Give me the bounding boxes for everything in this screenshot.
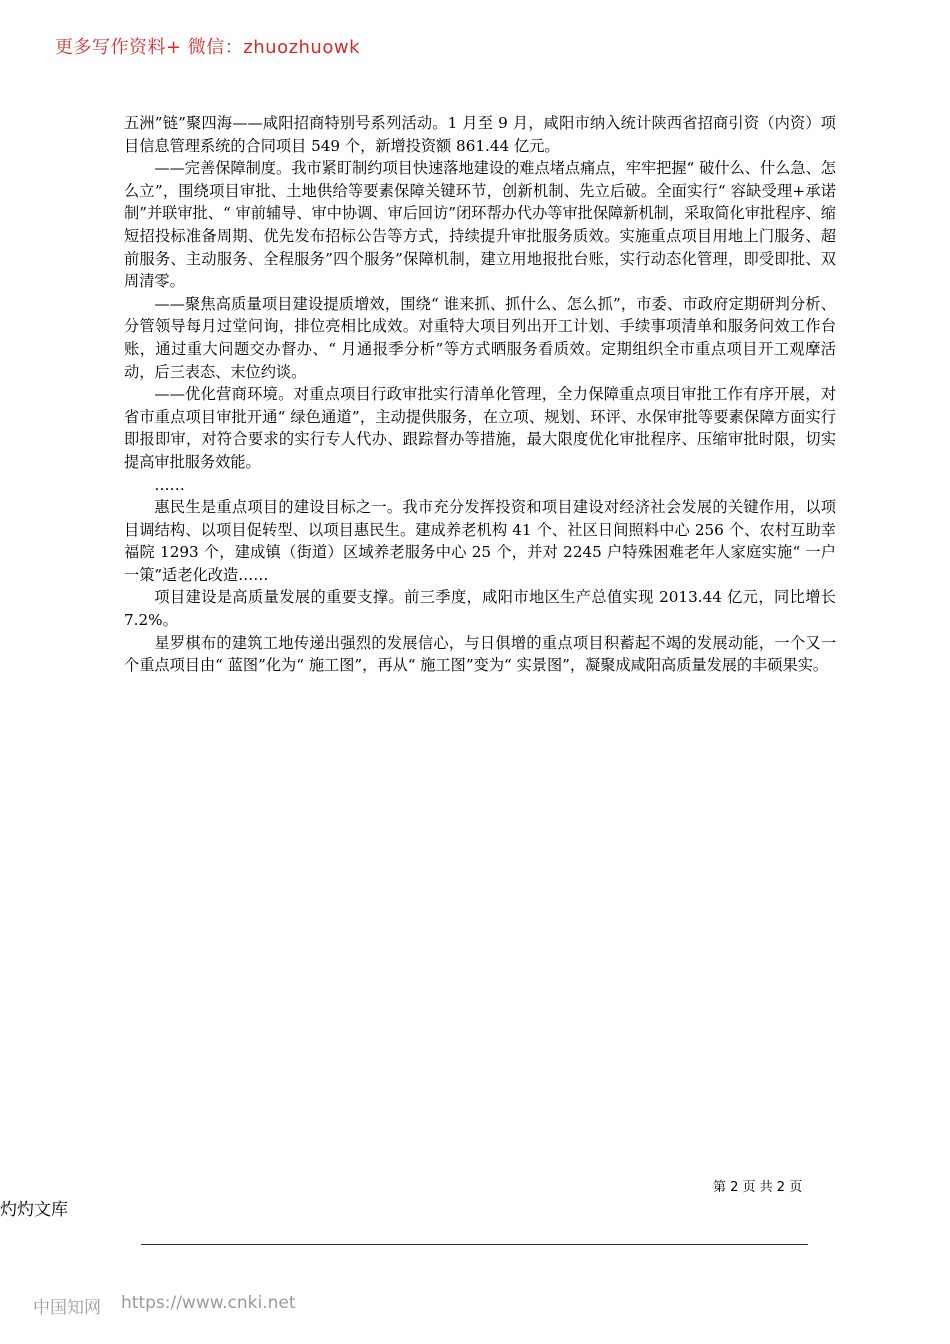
- paragraph: ——聚焦高质量项目建设提质增效，围绕“ 谁来抓、抓什么、怎么抓”，市委、市政府定期研判分析、分管领导每月过堂问询，排位亮相比成效。对重特大项目列出开工计划、手续事项清单和服务问效工作台账，通过重大问题交办督办、“ 月通报季分析”等方式晒服务看质效。定期组织全市重点项目开工观摩活动，后三表态、末位约谈。: [124, 294, 836, 381]
- footer-divider: [141, 1244, 808, 1245]
- ellipsis-line: ……: [154, 475, 185, 494]
- paragraph: ——优化营商环境。对重点项目行政审批实行清单化管理，全力保障重点项目审批工作有序开展，对省市重点项目审批开通“ 绿色通道”，主动提供服务，在立项、规划、环评、水保审批等要素保障方面实行即报即审，对符合要求的实行专人代办、跟踪督办等措施，最大限度优化审批程序、压缩审批时限，切实提高审批服务效能。: [124, 385, 836, 471]
- paragraph: 五洲”链”聚四海——咸阳招商特别号系列活动。1 月至 9 月，咸阳市纳入统计陕西省招商引资（内资）项目信息管理系统的合同项目 549 个，新增投资额 861.44 亿元。: [124, 114, 836, 155]
- paragraph: 星罗棋布的建筑工地传递出强烈的发展信心，与日俱增的重点项目积蓄起不竭的发展动能，一个又一个重点项目由“ 蓝图”化为“ 施工图”，再从“ 施工图”变为“ 实景图”，凝聚成咸阳高质量发展的丰硕果实。: [124, 633, 836, 675]
- paragraph: 项目建设是高质量发展的重要支撑。前三季度，咸阳市地区生产总值实现 2013.44 亿元，同比增长 7.2%。: [124, 588, 836, 630]
- article-body: [124, 112, 836, 677]
- watermark-url: https://www.cnki.net: [121, 1293, 296, 1313]
- watermark-site-name: 中国知网: [33, 1298, 101, 1318]
- source-watermark: [33, 1293, 295, 1318]
- promo-banner: 更多写作资料+ 微信：zhuozhuowk: [55, 37, 361, 58]
- library-name: 灼灼文库: [0, 1200, 68, 1220]
- page-number: 第 2 页 共 2 页: [713, 1180, 803, 1195]
- paragraph: ——完善保障制度。我市紧盯制约项目快速落地建设的难点堵点痛点，牢牢把握“ 破什么、什么急、怎么立”，围绕项目审批、土地供给等要素保障关键环节，创新机制、先立后破。全面实行“ 容缺受理+承诺制”并联审批、“ 审前辅导、审中协调、审后回访”闭环帮办代办等审批保障新机制，采取简化审批程序、缩短招投标准备周期、优先发布招标公告等方式，持续提升审批服务质效。实施重点项目用地上门服务、超前服务、主动服务、全程服务”四个服务”保障机制，建立用地报批台账，实行动态化管理，即受即批、双周清零。: [124, 159, 836, 291]
- paragraph: 惠民生是重点项目的建设目标之一。我市充分发挥投资和项目建设对经济社会发展的关键作用，以项目调结构、以项目促转型、以项目惠民生。建成养老机构 41 个、社区日间照料中心 256 个、农村互助幸福院 1293 个，建成镇（街道）区域养老服务中心 25 个，并对 2245 户特殊困难老年人家庭实施“ 一户一策”适老化改造……: [124, 498, 836, 584]
